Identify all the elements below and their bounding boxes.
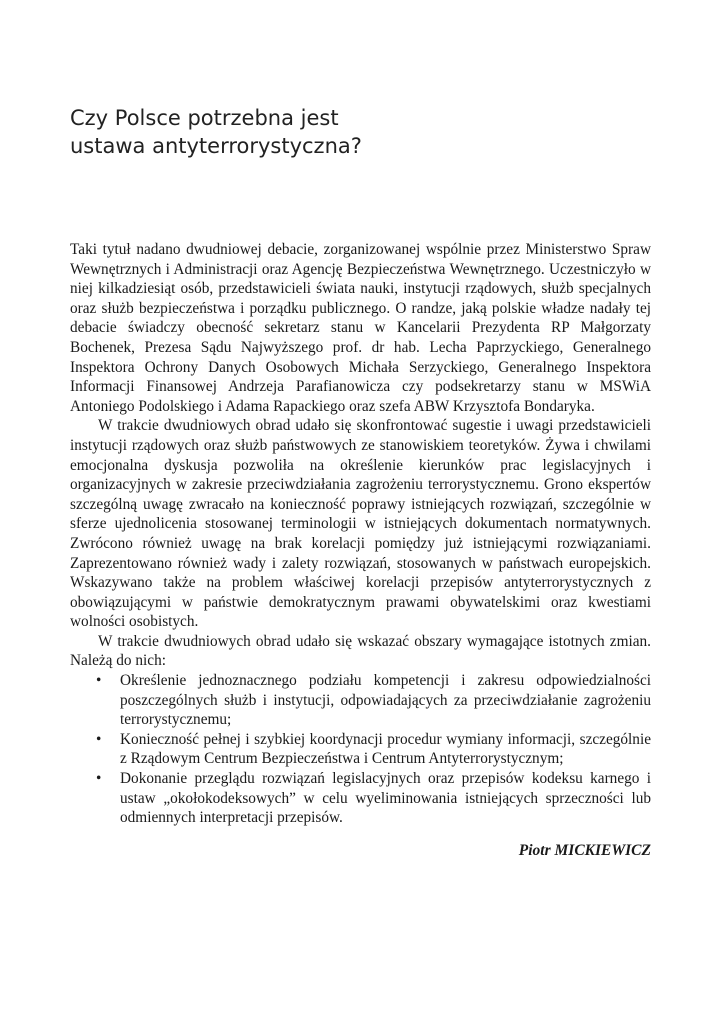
list-item	[70, 730, 651, 769]
bullet-icon: •	[96, 770, 102, 788]
article-title-line-1: Czy Polsce potrzebna jest	[70, 106, 339, 130]
bullet-list	[70, 671, 651, 828]
article-title	[70, 104, 651, 160]
list-item-text: Dokonanie przeglądu rozwiązań legislacyjnych oraz przepisów kodeksu karnego i ustaw „okołokodeksowych” w celu wyeliminowania istniejących sprzeczności lub odmiennych interpretacji przepisów.	[120, 770, 651, 827]
paragraph-1: Taki tytuł nadano dwudniowej debacie, zorganizowanej wspólnie przez Ministerstwo Spraw Wewnętrznych i Administracji oraz Agencję Bezpieczeństwa Wewnętrznego. Uczestniczyło w niej kilkadziesiąt osób, przedstawicieli świata nauki, instytucji rządowych, służb specjalnych oraz służb bezpieczeństwa i porządku publicznego. O randze, jaką polskie władze nadały tej debacie świadczy obecność sekretarz stanu w Kancelarii Prezydenta RP Małgorzaty Bochenek, Prezesa Sądu Najwyższego prof. dr hab. Lecha Paprzyckiego, Generalnego Inspektora Ochrony Danych Osobowych Michała Serzyckiego, Generalnego Inspektora Informacji Finansowej Andrzeja Parafianowicza czy podsekretarzy stanu w MSWiA Antoniego Podolskiego i Adama Rapackiego oraz szefa ABW Krzysztofa Bondaryka.	[70, 241, 651, 415]
list-item-text: Określenie jednoznacznego podziału kompetencji i zakresu odpowiedzialności poszczególnych służb i instytucji, odpowiadających za przeciwdziałanie zagrożeniu terrorystycznemu;	[120, 672, 651, 729]
bullet-icon: •	[96, 672, 102, 690]
paragraph-3: W trakcie dwudniowych obrad udało się wskazać obszary wymagające istotnych zmian. Należą do nich:	[70, 632, 651, 670]
bullet-icon: •	[96, 730, 102, 748]
article-title-line-2: ustawa antyterrorystyczna?	[70, 134, 362, 158]
paragraph-2: W trakcie dwudniowych obrad udało się skonfrontować sugestie i uwagi przedstawicieli instytucji rządowych oraz służb państwowych ze stanowiskiem teoretyków. Żywa i chwilami emocjonalna dyskusja pozwoliła na określenie kierunków prac legislacyjnych i organizacyjnych w zakresie przeciwdziałania zagrożeniu terrorystycznemu. Grono ekspertów szczególną uwagę zwracało na konieczność poprawy istniejących rozwiązań, szczególnie w sferze ujednolicenia stosowanej terminologii w istniejących dokumentach normatywnych. Zwrócono również uwagę na brak korelacji pomiędzy już istniejącymi rozwiązaniami. Zaprezentowano również wady i zalety rozwiązań, stosowanych w państwach europejskich. Wskazywano także na problem właściwej korelacji przepisów antyterrorystycznych z obowiązującymi w państwie demokratycznym prawami obywatelskimi oraz kwestiami wolności osobistych.	[70, 417, 651, 631]
list-item-text: Konieczność pełnej i szybkiej koordynacji procedur wymiany informacji, szczególnie z Rządowym Centrum Bezpieczeństwa i Centrum Antyterrorystycznym;	[120, 730, 651, 768]
author-signature: Piotr MICKIEWICZ	[518, 842, 651, 859]
article-body	[70, 240, 651, 828]
list-item	[70, 769, 651, 828]
list-item	[70, 671, 651, 730]
